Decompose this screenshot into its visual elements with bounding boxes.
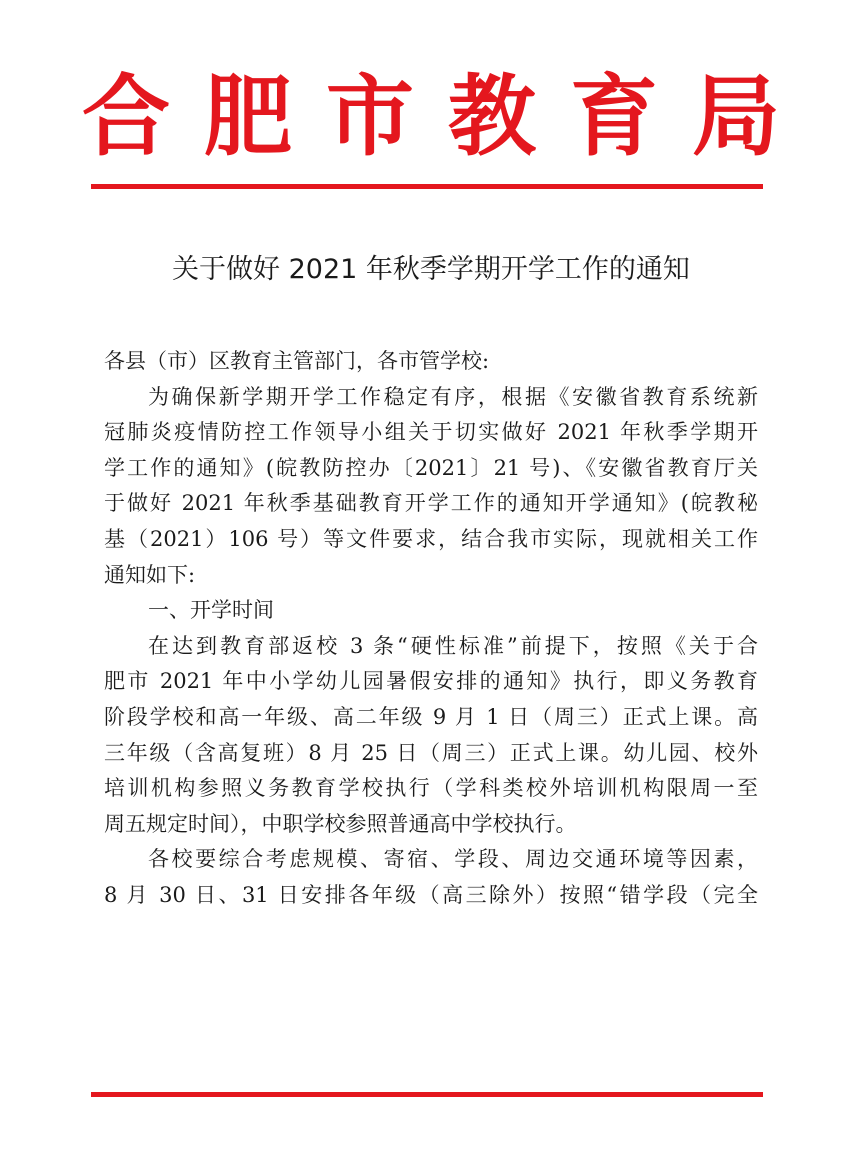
paragraph-line: 学工作的通知》(皖教防控办〔2021〕21 号)、《安徽省教育厅关	[104, 455, 758, 480]
section-heading: 一、开学时间	[148, 598, 274, 623]
paragraph-line: 通知如下:	[104, 562, 196, 587]
paragraph-line: 阶段学校和高一年级、高二年级 9 月 1 日（周三）正式上课。高	[104, 704, 758, 729]
paragraph-line: 周五规定时间），中职学校参照普通高中学校执行。	[104, 811, 577, 836]
salutation: 各县（市）区教育主管部门，各市管学校:	[104, 349, 490, 373]
paragraph-line: 8 月 30 日、31 日安排各年级（高三除外）按照“错学段（完全	[104, 882, 758, 907]
header-divider	[91, 184, 763, 189]
paragraph-line: 培训机构参照义务教育学校执行（学科类校外培训机构限周一至	[104, 776, 758, 801]
paragraph-line: 各校要综合考虑规模、寄宿、学段、周边交通环境等因素，	[148, 847, 758, 872]
paragraph-line: 于做好 2021 年秋季基础教育开学工作的通知开学通知》(皖教秘	[104, 491, 758, 516]
document-body	[104, 344, 758, 914]
paragraph-line: 冠肺炎疫情防控工作领导小组关于切实做好 2021 年秋季学期开	[104, 420, 758, 445]
footer-divider	[91, 1092, 763, 1097]
document-title: 关于做好 2021 年秋季学期开学工作的通知	[172, 254, 690, 285]
paragraph-line: 为确保新学期开学工作稳定有序，根据《安徽省教育系统新	[148, 384, 758, 409]
masthead-title: 合肥市教育局	[81, 65, 814, 168]
paragraph-line: 在达到教育部返校 3 条“硬性标准”前提下，按照《关于合	[148, 633, 758, 658]
paragraph-line: 肥市 2021 年中小学幼儿园暑假安排的通知》执行，即义务教育	[104, 669, 758, 694]
paragraph-line: 三年级（含高复班）8 月 25 日（周三）正式上课。幼儿园、校外	[104, 740, 758, 765]
paragraph-line: 基（2021）106 号）等文件要求，结合我市实际，现就相关工作	[104, 526, 758, 551]
